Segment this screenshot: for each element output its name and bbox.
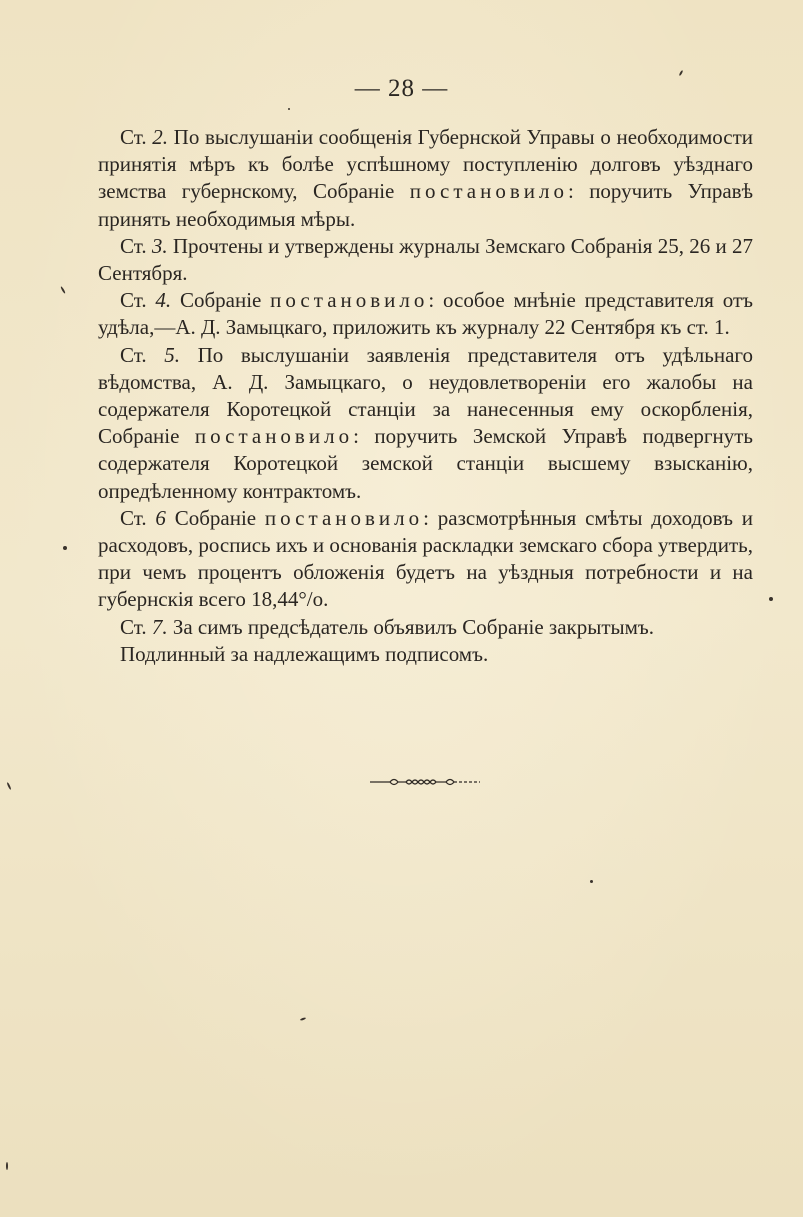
article-label: Ст. <box>120 125 147 149</box>
print-speck <box>288 108 290 110</box>
article-number: 3. <box>151 233 168 258</box>
spaced-word: постановило <box>264 505 424 530</box>
paragraph-article-5 <box>98 342 753 505</box>
article-label: Ст. <box>120 614 147 639</box>
article-number: 2. <box>152 125 168 149</box>
paragraph-article-6 <box>98 505 753 614</box>
print-speck <box>769 597 773 601</box>
print-speck <box>63 546 67 550</box>
article-label: Ст. <box>120 342 147 367</box>
print-speck <box>6 782 11 790</box>
paragraph-signature-note <box>98 641 753 668</box>
paragraph-article-2 <box>98 124 753 233</box>
spaced-word: постановило <box>270 288 429 313</box>
paragraph-text: По выслушаніи сообщенія Губернской Управы о необходимости принятія мѣръ къ болѣе успѣшному поступленію долговъ уѣзднаго земства губернскому, Собраніе <box>98 125 753 204</box>
paragraph-text: За симъ предсѣдатель объявилъ Собраніе закрытымъ. <box>167 614 655 639</box>
article-number: 5. <box>164 342 180 367</box>
paragraph-text: Собраніе <box>171 288 271 313</box>
article-number: 4. <box>155 288 172 313</box>
paragraph-text: Прочтены и утверждены журналы Земскаго Собранія 25, 26 и 27 Сентября. <box>98 233 753 286</box>
paragraph-text: : поручить Земской Управѣ подвергнуть содержателя Коротецкой земской станціи высшему взысканію, опредѣленному контрактомъ. <box>98 424 753 503</box>
article-number: 6 <box>155 505 166 530</box>
spaced-word: постановило <box>409 179 568 204</box>
text-body <box>98 124 753 668</box>
paragraph-text: Подлинный за надлежащимъ подписомъ. <box>120 641 489 666</box>
paragraph-text: : особое мнѣніе представителя отъ удѣла,—А. Д. Замыцкаго, приложить къ журналу 22 Сентября къ ст. 1. <box>98 288 753 340</box>
paragraph-text: : разсмотрѣнныя смѣты доходовъ и расходовъ, роспись ихъ и основанія раскладки земскаго сбора утвердить, при чемъ процентъ обложенія будетъ на уѣздныя потребности и на губернскія всего 18,44°/о. <box>98 505 753 612</box>
article-label: Ст. <box>120 505 147 530</box>
print-speck <box>590 880 593 883</box>
paragraph-text: : поручить Управѣ принять необходимыя мѣры. <box>98 179 753 231</box>
article-label: Ст. <box>120 288 147 313</box>
print-speck <box>300 1017 306 1021</box>
page-number: — 28 — <box>354 75 449 102</box>
print-speck <box>6 1162 8 1170</box>
paragraph-text: По выслушаніи заявленія представителя отъ удѣльнаго вѣдомства, А. Д. Замыцкаго, о неудовлетвореніи его жалобы на содержателя Коротецкой станціи за нанесенныя ему оскорбленія, Собраніе <box>98 342 753 449</box>
article-label: Ст. <box>120 233 147 258</box>
paragraph-article-3 <box>98 233 753 287</box>
ornament-divider <box>368 772 482 792</box>
paragraph-text: Собраніе <box>165 505 265 530</box>
article-number: 7. <box>151 614 168 639</box>
spaced-word: постановило <box>194 424 354 449</box>
paragraph-article-7 <box>98 614 753 641</box>
paragraph-article-4 <box>98 287 753 341</box>
print-speck <box>60 286 66 294</box>
